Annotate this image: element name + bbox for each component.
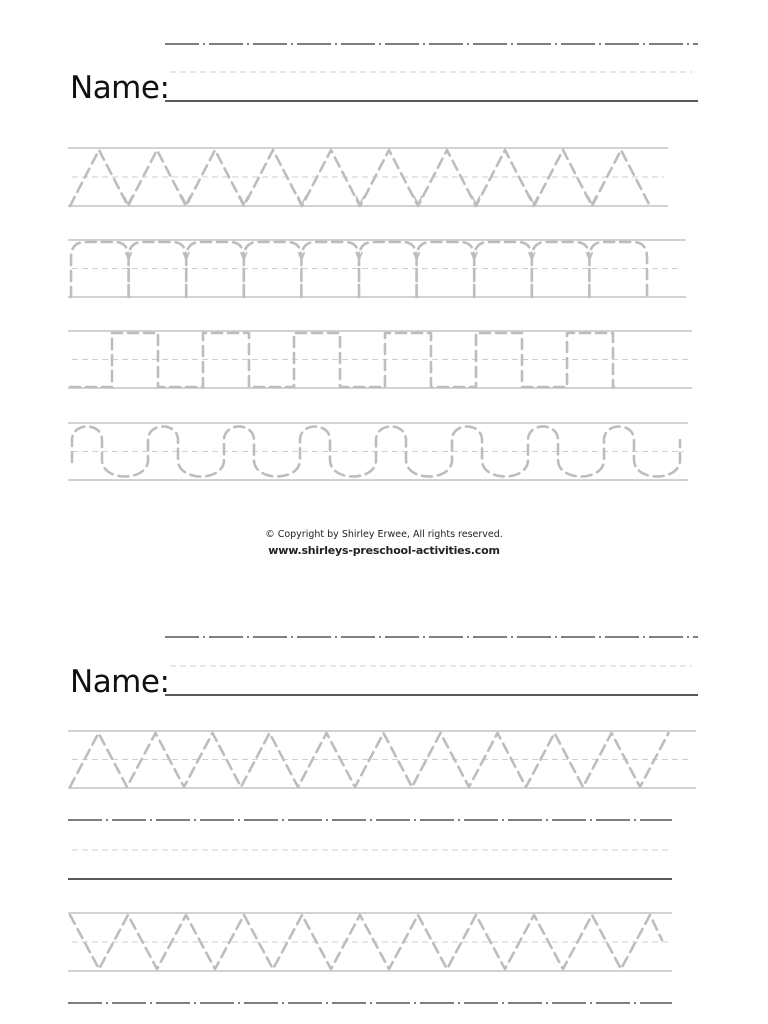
name-label: Name: <box>70 664 170 700</box>
website-link[interactable]: www.shirleys-preschool-activities.com <box>268 544 500 557</box>
trace-pattern <box>70 150 650 206</box>
trace-pattern <box>71 242 647 297</box>
name-label: Name: <box>70 70 170 106</box>
copyright-text: © Copyright by Shirley Erwee, All rights reserved. <box>265 529 503 540</box>
trace-pattern <box>70 733 669 787</box>
